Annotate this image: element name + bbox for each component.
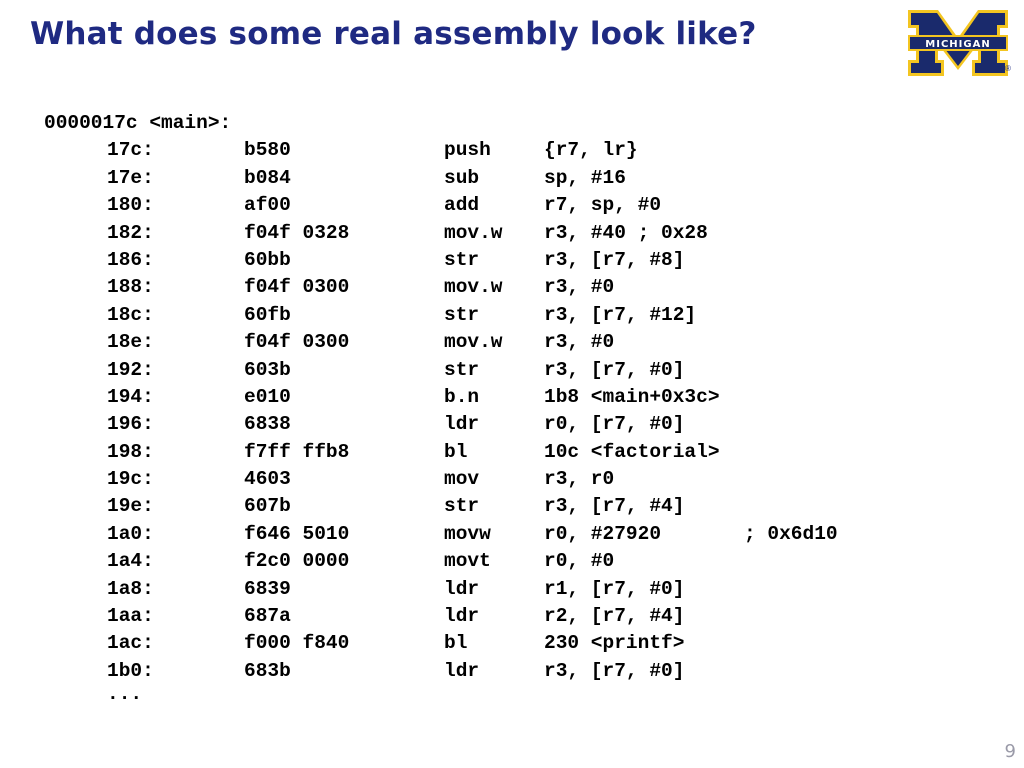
instruction-operands: r3, #0 [544,331,615,354]
slide-title: What does some real assembly look like? [30,16,757,52]
instruction-row [44,384,720,411]
instruction-operands: r3, [r7, #0] [544,659,685,682]
instruction-operands: r3, [r7, #12] [544,303,697,326]
instruction-mnemonic: bl [444,632,468,655]
instruction-row [44,357,685,384]
instruction-row [44,137,638,164]
instruction-row [44,603,685,630]
instruction-comment: ; 0x6d10 [744,522,838,545]
instruction-row [44,192,662,219]
ellipsis: ... [107,683,143,706]
instruction-operands: r3, [r7, #8] [544,248,685,271]
instruction-mnemonic: movw [444,522,491,545]
machine-code: af00 [244,194,291,217]
instruction-row [44,521,838,548]
instruction-operands: r7, sp, #0 [544,194,662,217]
machine-code: f04f 0328 [244,221,350,244]
machine-code: f04f 0300 [244,276,350,299]
instruction-mnemonic: ldr [444,659,480,682]
machine-code: 60bb [244,248,291,271]
machine-code: 60fb [244,303,291,326]
instruction-address: 18c: [107,303,154,326]
instruction-mnemonic: add [444,194,480,217]
instruction-operands: r0, #27920 [544,522,662,545]
instruction-row [44,493,685,520]
instruction-row [44,548,615,575]
instruction-row [44,439,720,466]
instruction-mnemonic: str [444,358,480,381]
machine-code: 683b [244,659,291,682]
instruction-mnemonic: mov [444,468,480,491]
instruction-row [44,329,615,356]
instruction-row [44,220,708,247]
instruction-operands: 1b8 <main+0x3c> [544,385,720,408]
instruction-address: 1a4: [107,550,154,573]
machine-code: f000 f840 [244,632,350,655]
instruction-address: 19c: [107,468,154,491]
instruction-address: 196: [107,413,154,436]
instruction-mnemonic: mov.w [444,331,503,354]
registered-mark: ® [1005,64,1011,73]
machine-code: 6839 [244,577,291,600]
instruction-mnemonic: bl [444,440,468,463]
instruction-address: 17c: [107,139,154,162]
instruction-address: 18e: [107,331,154,354]
instruction-address: 182: [107,221,154,244]
instruction-row [44,630,685,657]
instruction-operands: 230 <printf> [544,632,685,655]
instruction-operands: r3, [r7, #0] [544,358,685,381]
function-header: 0000017c <main>: [44,112,232,134]
instruction-row [44,165,626,192]
instruction-address: 1a0: [107,522,154,545]
instruction-address: 1b0: [107,659,154,682]
logo-text: MICHIGAN [925,39,991,50]
instruction-mnemonic: ldr [444,577,480,600]
machine-code: f7ff ffb8 [244,440,350,463]
instruction-address: 180: [107,194,154,217]
instruction-mnemonic: mov.w [444,276,503,299]
instruction-address: 192: [107,358,154,381]
instruction-mnemonic: movt [444,550,491,573]
instruction-address: 198: [107,440,154,463]
instruction-mnemonic: b.n [444,385,480,408]
ellipsis-row [44,685,231,712]
instruction-mnemonic: mov.w [444,221,503,244]
instruction-address: 186: [107,248,154,271]
instruction-mnemonic: str [444,248,480,271]
michigan-block-m-logo [906,8,1010,78]
machine-code: b580 [244,139,291,162]
machine-code: 603b [244,358,291,381]
machine-code: 687a [244,605,291,628]
machine-code: f04f 0300 [244,331,350,354]
instruction-mnemonic: push [444,139,491,162]
instruction-row [44,302,697,329]
instruction-address: 1a8: [107,577,154,600]
machine-code: e010 [244,385,291,408]
instruction-row [44,466,615,493]
instruction-row [44,576,685,603]
instruction-operands: r2, [r7, #4] [544,605,685,628]
instruction-row [44,274,615,301]
instruction-rows [44,137,838,685]
instruction-operands: r3, #40 ; 0x28 [544,221,708,244]
instruction-mnemonic: ldr [444,413,480,436]
machine-code: f646 5010 [244,522,350,545]
instruction-operands: r0, [r7, #0] [544,413,685,436]
instruction-operands: r1, [r7, #0] [544,577,685,600]
instruction-mnemonic: str [444,495,480,518]
instruction-address: 188: [107,276,154,299]
instruction-operands: sp, #16 [544,166,626,189]
page-number: 9 [1004,741,1016,762]
machine-code: 607b [244,495,291,518]
instruction-address: 19e: [107,495,154,518]
instruction-address: 1aa: [107,605,154,628]
instruction-address: 1ac: [107,632,154,655]
instruction-operands: r3, [r7, #4] [544,495,685,518]
instruction-operands: r3, #0 [544,276,615,299]
machine-code: 4603 [244,468,291,491]
instruction-operands: 10c <factorial> [544,440,720,463]
machine-code: 6838 [244,413,291,436]
disassembly-listing [44,110,838,713]
instruction-row [44,411,685,438]
instruction-address: 17e: [107,166,154,189]
machine-code: b084 [244,166,291,189]
instruction-operands: {r7, lr} [544,139,638,162]
machine-code: f2c0 0000 [244,550,350,573]
instruction-operands: r3, r0 [544,468,615,491]
instruction-mnemonic: str [444,303,480,326]
instruction-mnemonic: sub [444,166,480,189]
instruction-mnemonic: ldr [444,605,480,628]
instruction-operands: r0, #0 [544,550,615,573]
instruction-address: 194: [107,385,154,408]
instruction-row [44,247,685,274]
